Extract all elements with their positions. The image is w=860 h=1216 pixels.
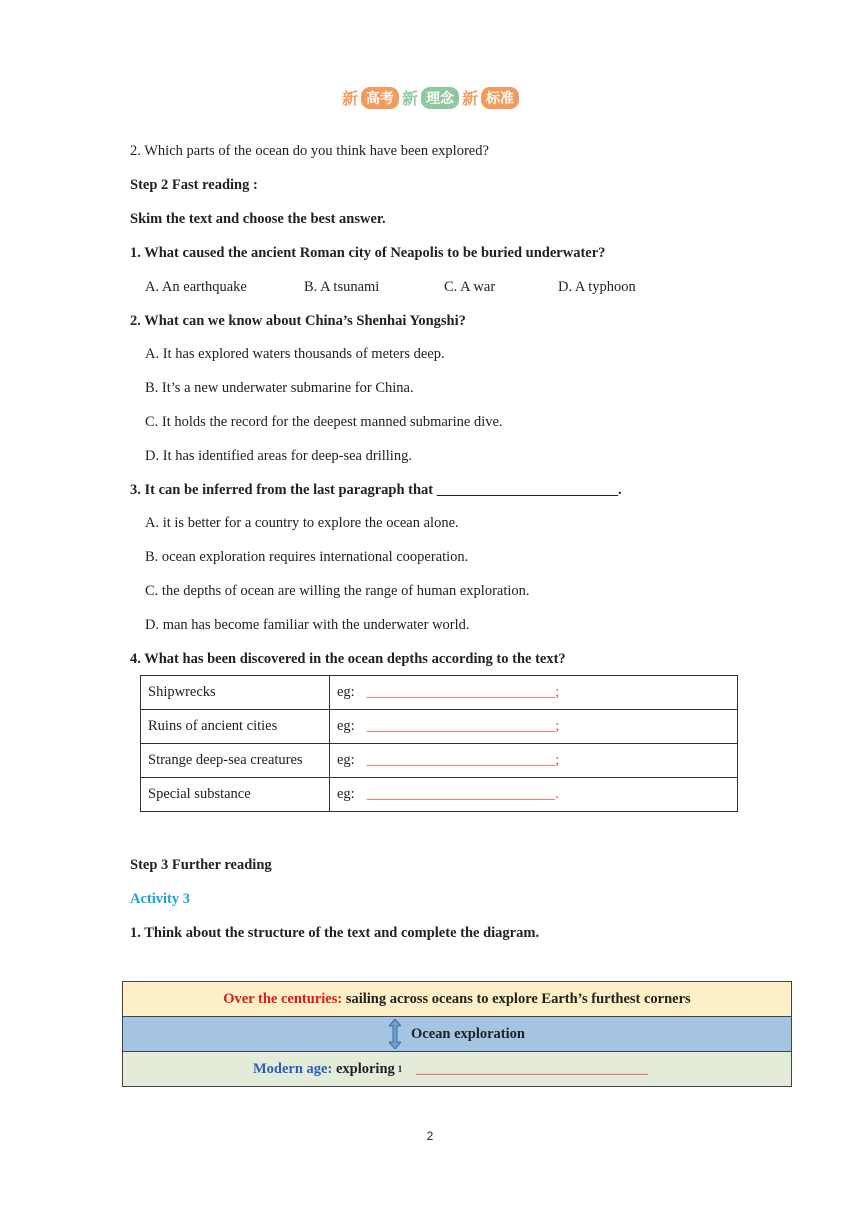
q3-option-a: A. it is better for a country to explore the ocean alone. <box>145 515 459 531</box>
activity-question-1: 1. Think about the structure of the text and complete the diagram. <box>130 925 540 941</box>
logo-part: 新 <box>341 89 358 108</box>
diagram-label-centuries: Over the centuries: <box>223 990 343 1007</box>
eg-label: eg: <box>337 752 355 768</box>
question-3: 3. It can be inferred from the last paragraph that _________________________. <box>130 482 622 498</box>
question-2: 2. What can we know about China’s Shenhai Yongshi? <box>130 313 466 329</box>
table-cell-category: Special substance <box>141 778 330 812</box>
step2-instruction: Skim the text and choose the best answer. <box>130 211 386 227</box>
eg-label: eg: <box>337 718 355 734</box>
q2-option-b: B. It’s a new underwater submarine for China. <box>145 380 414 396</box>
structure-diagram <box>122 981 792 1087</box>
q3-option-d: D. man has become familiar with the underwater world. <box>145 617 470 633</box>
eg-label: eg: <box>337 786 355 802</box>
answer-blank[interactable]: __________________________; <box>366 718 560 734</box>
table-row <box>141 710 738 744</box>
answer-blank[interactable]: __________________________. <box>366 786 559 802</box>
q1-option-a: A. An earthquake <box>145 279 247 295</box>
diagram-text-centuries: sailing across oceans to explore Earth’s furthest corners <box>342 990 691 1007</box>
q3-option-b: B. ocean exploration requires international cooperation. <box>145 549 469 565</box>
logo-part: 新 <box>462 89 479 108</box>
q1-option-d: D. A typhoon <box>558 279 636 295</box>
table-cell-category: Strange deep-sea creatures <box>141 744 330 778</box>
intro-question-2: 2. Which parts of the ocean do you think have been explored? <box>130 143 489 159</box>
q1-option-b: B. A tsunami <box>304 279 380 295</box>
q2-option-c: C. It holds the record for the deepest manned submarine dive. <box>145 414 503 430</box>
table-row <box>141 744 738 778</box>
discoveries-table <box>140 675 738 812</box>
table-cell-answer <box>330 744 738 778</box>
answer-blank[interactable]: __________________________; <box>366 752 560 768</box>
diagram-row-ocean-exploration <box>123 1017 791 1052</box>
q2-option-a: A. It has explored waters thousands of meters deep. <box>145 346 445 362</box>
logo-part: 标准 <box>481 87 519 109</box>
diagram-text-modern-age: exploring <box>332 1060 395 1077</box>
activity-label: Activity 3 <box>130 891 190 907</box>
answer-blank[interactable]: __________________________; <box>366 684 560 700</box>
table-cell-answer <box>330 778 738 812</box>
question-1: 1. What caused the ancient Roman city of Neapolis to be buried underwater? <box>130 245 606 261</box>
table-row <box>141 676 738 710</box>
q2-option-d: D. It has identified areas for deep-sea drilling. <box>145 448 412 464</box>
step3-heading: Step 3 Further reading <box>130 857 272 873</box>
q3-option-c: C. the depths of ocean are willing the range of human exploration. <box>145 583 530 599</box>
q1-option-c: C. A war <box>444 279 496 295</box>
table-cell-answer <box>330 710 738 744</box>
question-4: 4. What has been discovered in the ocean depths according to the text? <box>130 651 566 667</box>
table-row <box>141 778 738 812</box>
table-cell-category: Shipwrecks <box>141 676 330 710</box>
table-cell-category: Ruins of ancient cities <box>141 710 330 744</box>
logo-part: 理念 <box>421 87 459 109</box>
logo-part: 新 <box>401 89 418 108</box>
blank-number: 1 <box>397 1064 403 1074</box>
step2-heading: Step 2 Fast reading : <box>130 177 258 193</box>
header-logo <box>0 86 860 109</box>
logo-part: 高考 <box>361 87 399 109</box>
diagram-row-modern-age <box>123 1052 791 1086</box>
table-cell-answer <box>330 676 738 710</box>
eg-label: eg: <box>337 684 355 700</box>
diagram-center-title: Ocean exploration <box>411 1025 525 1042</box>
double-vertical-arrow-icon <box>389 1019 401 1049</box>
diagram-answer-blank[interactable]: ________________________________ <box>416 1060 649 1077</box>
diagram-label-modern-age: Modern age: <box>253 1060 333 1077</box>
diagram-row-centuries <box>123 982 791 1017</box>
page-number: 2 <box>426 1129 434 1143</box>
